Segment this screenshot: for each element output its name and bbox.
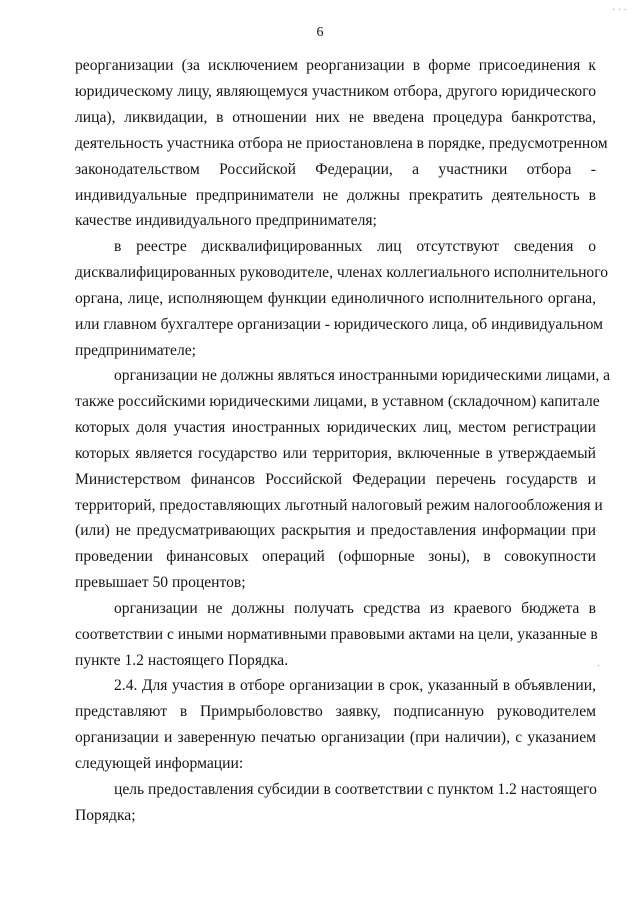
margin-mark: · — [597, 661, 601, 672]
text-line: следующей информации: — [75, 755, 244, 772]
text-line: Министерством финансов Российской Федерации перечень государств и — [75, 471, 596, 488]
margin-mark: · · · — [612, 5, 627, 16]
text-line: юридическому лицу, являющемуся участником отбора, другого юридического — [75, 83, 596, 100]
text-line: органа, лице, исполняющем функции единоличного исполнительного органа, — [75, 290, 596, 307]
text-line: соответствии с иными нормативными правовыми актами на цели, указанные в — [75, 626, 598, 643]
text-line: (или) не предусматривающих раскрытия и предоставления информации при — [75, 522, 596, 539]
page-number: 6 — [316, 25, 324, 40]
text-line: пункте 1.2 настоящего Порядка. — [75, 652, 289, 669]
text-line: реорганизации (за исключением реорганизации в форме присоединения к — [75, 57, 596, 74]
text-line: в реестре дисквалифицированных лиц отсутствуют сведения о — [114, 238, 596, 255]
text-line: 2.4. Для участия в отборе организации в срок, указанный в объявлении, — [114, 677, 596, 694]
text-line: организации не должны получать средства из краевого бюджета в — [114, 600, 596, 617]
text-line: индивидуальные предприниматели не должны прекратить деятельность в — [75, 187, 596, 204]
text-line: цель предоставления субсидии в соответствии с пунктом 1.2 настоящего — [114, 781, 597, 798]
text-line: представляют в Примрыболовство заявку, подписанную руководителем — [75, 703, 596, 720]
text-line: организации не должны являться иностранными юридическими лицами, а — [114, 367, 611, 384]
text-line: лица), ликвидации, в отношении них не введена процедура банкротства, — [75, 109, 596, 126]
text-line: территорий, предоставляющих льготный налоговый режим налогообложения и — [75, 497, 603, 514]
text-line: превышает 50 процентов; — [75, 574, 246, 591]
text-line: Порядка; — [75, 807, 136, 824]
text-line: проведении финансовых операций (офшорные зоны), в совокупности — [75, 548, 596, 565]
text-line: качестве индивидуального предпринимателя; — [75, 212, 377, 229]
text-line: дисквалифицированных руководителе, членах коллегиального исполнительного — [75, 264, 609, 281]
text-line: которых является государство или территория, включенные в утверждаемый — [75, 445, 596, 462]
text-line: предпринимателе; — [75, 342, 197, 359]
text-line: организации и заверенную печатью организации (при наличии), с указанием — [75, 729, 596, 746]
text-line: которых доля участия иностранных юридических лиц, местом регистрации — [75, 419, 596, 436]
text-line: законодательством Российской Федерации, а участники отбора - — [75, 161, 596, 178]
text-line: или главном бухгалтере организации - юридического лица, об индивидуальном — [75, 316, 603, 333]
text-line: деятельность участника отбора не приостановлена в порядке, предусмотренном — [75, 135, 608, 152]
text-line: также российскими юридическими лицами, в уставном (складочном) капитале — [75, 393, 600, 410]
